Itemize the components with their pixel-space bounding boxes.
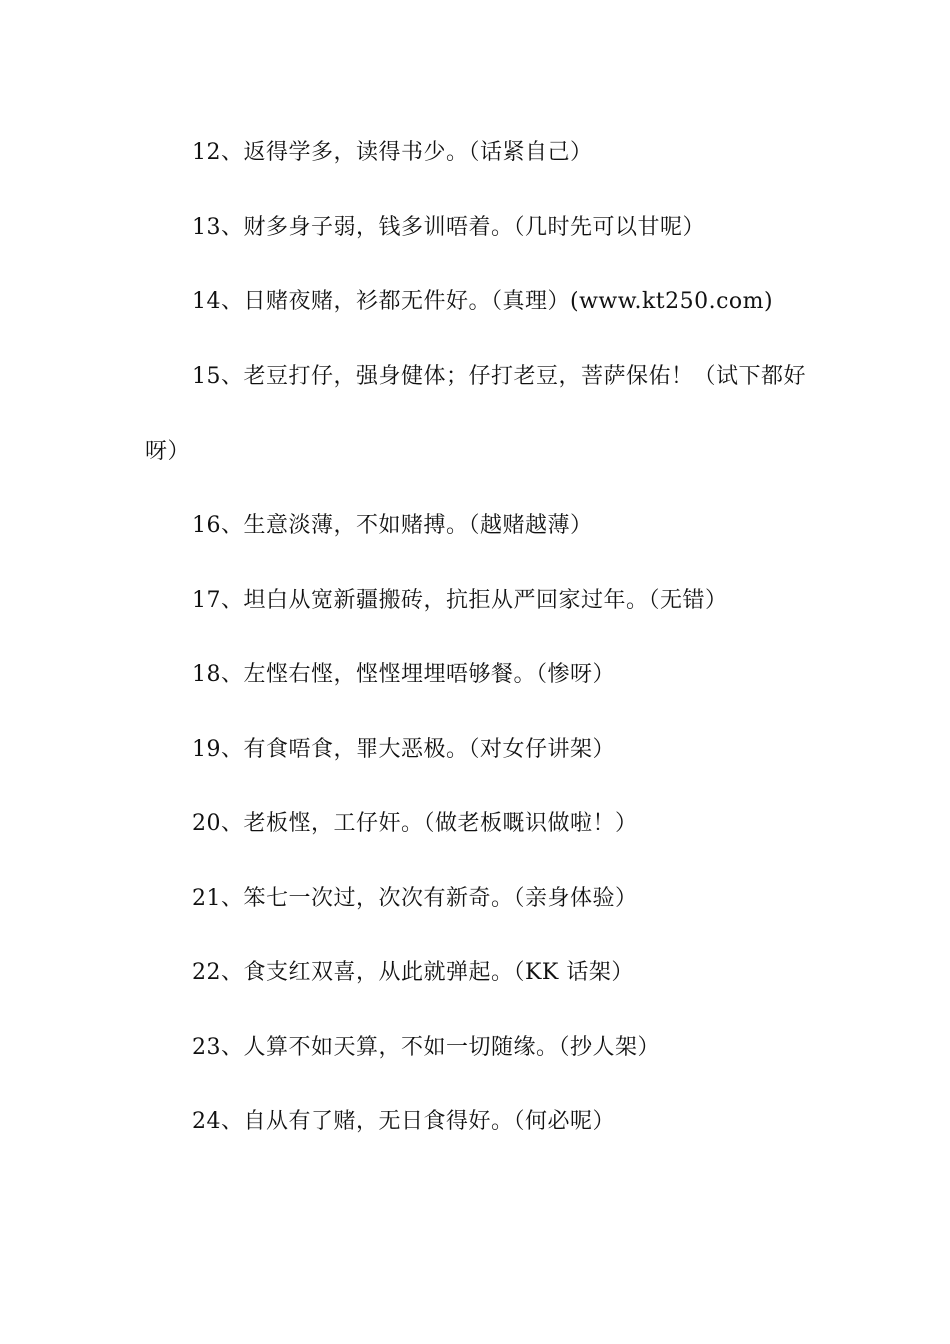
list-item-text: 15、老豆打仔，强身健体；仔打老豆，菩萨保佑！（试下都好呀）	[145, 364, 806, 464]
list-item-text: 18、左悭右悭，悭悭埋埋唔够餐。（惨呀）	[192, 662, 615, 687]
list-item	[145, 637, 810, 712]
list-item-text: 17、坦白从宽新疆搬砖，抗拒从严回家过年。（无错）	[192, 588, 728, 613]
list-item-text: 16、生意淡薄，不如赌搏。（越赌越薄）	[192, 513, 593, 538]
list-item	[145, 935, 810, 1010]
list-item-text: 12、返得学多，读得书少。（话紧自己）	[192, 140, 593, 165]
list-item	[145, 488, 810, 563]
list-item	[145, 264, 810, 339]
list-item	[145, 190, 810, 265]
list-item	[145, 1010, 810, 1085]
list-item	[145, 786, 810, 861]
list-item	[145, 712, 810, 787]
list-item	[145, 339, 810, 489]
list-item	[145, 563, 810, 638]
list-item-text: 20、老板悭，工仔奸。（做老板嘅识做啦！）	[192, 811, 638, 836]
list-item	[145, 861, 810, 936]
list-item-text: 24、自从有了赌，无日食得好。（何必呢）	[192, 1109, 615, 1134]
list-item-text: 23、人算不如天算，不如一切随缘。（抄人架）	[192, 1035, 660, 1060]
list-item	[145, 115, 810, 190]
list-item	[145, 1084, 810, 1159]
list-item-text: 22、食支红双喜，从此就弹起。（KK 话架）	[192, 960, 634, 985]
list-item-text: 14、日赌夜赌，衫都无件好。（真理）(www.kt250.com)	[192, 289, 774, 314]
list-item-text: 13、财多身子弱，钱多训唔着。（几时先可以甘呢）	[192, 215, 705, 240]
list-item-text: 19、有食唔食，罪大恶极。（对女仔讲架）	[192, 737, 615, 762]
list-item-text: 21、笨七一次过，次次有新奇。（亲身体验）	[192, 886, 638, 911]
